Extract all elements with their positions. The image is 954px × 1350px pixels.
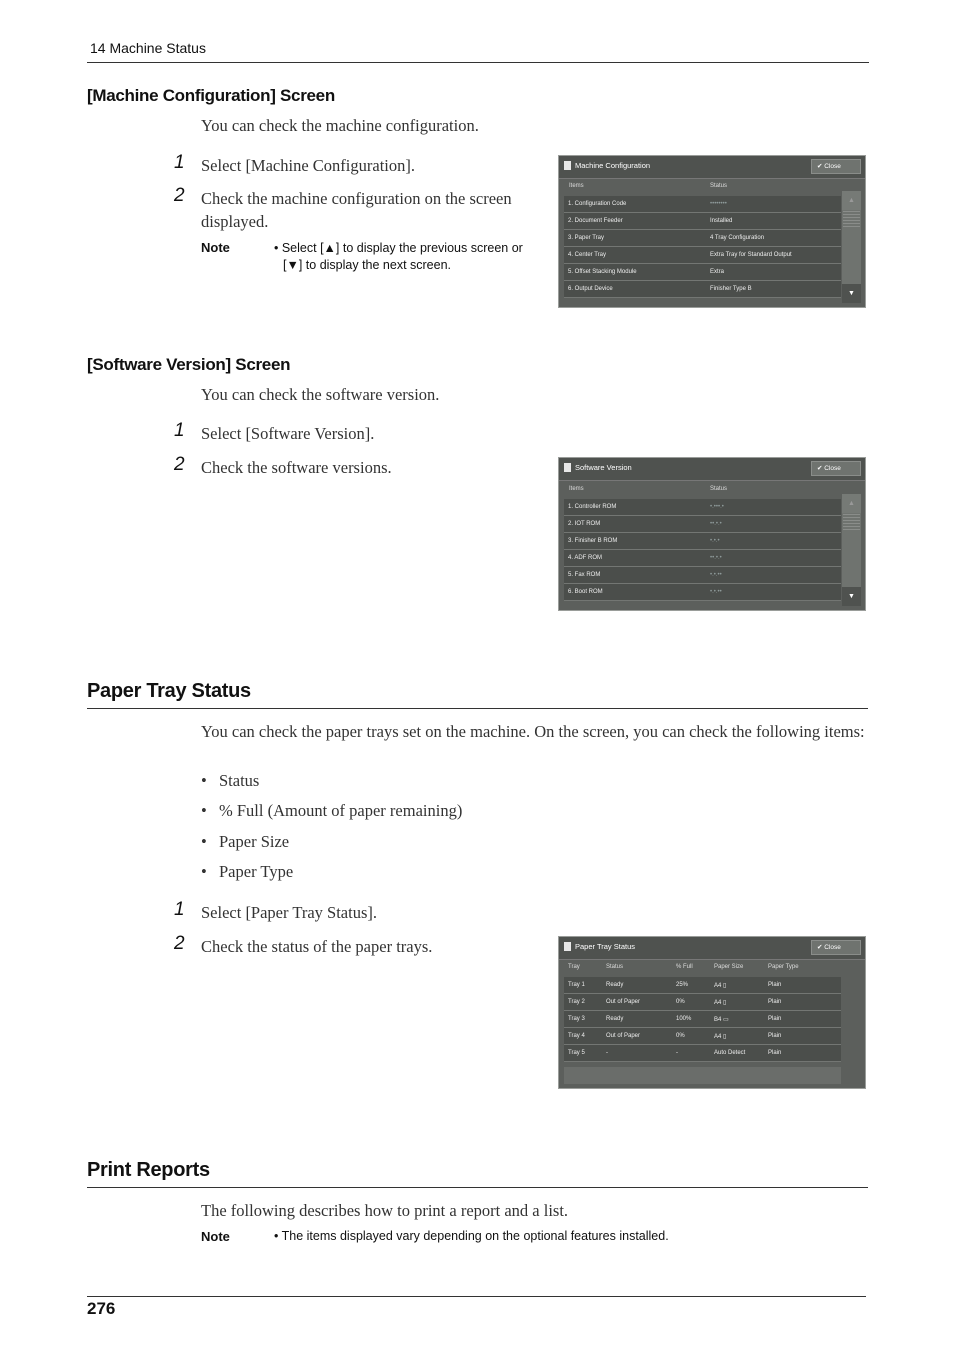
screen-title-bar (559, 156, 865, 179)
screen-title-bar (559, 937, 865, 960)
table-row[interactable]: 5. Fax ROM •.•.•• (564, 567, 841, 584)
bullet-item: • Status (201, 771, 260, 790)
table-row[interactable]: 4. Center Tray Extra Tray for Standard Output (564, 247, 841, 264)
scroll-up-icon[interactable]: ▲ (842, 494, 861, 513)
scrollbar[interactable] (842, 494, 861, 606)
note-label: Note (201, 240, 230, 255)
scroll-up-icon[interactable]: ▲ (842, 191, 861, 210)
step-text: Check the status of the paper trays. (201, 937, 433, 956)
print-reports-intro: The following describes how to print a report and a list. (201, 1201, 569, 1220)
step-number: 1 (174, 152, 185, 173)
column-header-status: Status (710, 183, 728, 189)
screen-title: Paper Tray Status (575, 942, 636, 951)
table-row[interactable]: Tray 5 - - Auto Detect Plain (564, 1045, 841, 1062)
footer-rule (87, 1296, 866, 1297)
info-icon (564, 463, 571, 472)
table-row[interactable]: 1. Controller ROM •.•••.• (564, 499, 841, 516)
close-label: Close (824, 465, 841, 472)
scroll-grip[interactable] (843, 513, 860, 530)
tray-list-icon (564, 942, 571, 951)
empty-row (564, 1067, 841, 1084)
software-rows (564, 499, 841, 601)
table-row[interactable]: Tray 3 Ready 100% B4 ▭ Plain (564, 1011, 841, 1028)
table-row[interactable]: 1. Configuration Code •••••••• (564, 196, 841, 213)
machine-config-heading: [Machine Configuration] Screen (87, 86, 335, 105)
step-text: Check the software versions. (201, 458, 392, 477)
column-header-paper-size: Paper Size (714, 964, 744, 970)
scrollbar[interactable] (842, 191, 861, 303)
close-label: Close (824, 944, 841, 951)
print-reports-heading: Print Reports (87, 1159, 210, 1181)
column-header-status: Status (606, 964, 624, 970)
paper-tray-status-screenshot (558, 936, 866, 1089)
step-number: 1 (174, 899, 185, 920)
table-row[interactable]: 3. Finisher B ROM •.•.• (564, 533, 841, 550)
close-button[interactable]: ✔ Close (811, 940, 861, 955)
table-row[interactable]: 2. IOT ROM ••.•.• (564, 516, 841, 533)
table-row[interactable]: 5. Offset Stacking Module Extra (564, 264, 841, 281)
note-text-line1: • Select [▲] to display the previous screen or (274, 241, 523, 255)
note-label: Note (201, 1229, 230, 1244)
software-version-screenshot (558, 457, 866, 611)
close-button[interactable]: ✔ Close (811, 461, 861, 476)
table-row[interactable]: Tray 4 Out of Paper 0% A4 ▯ Plain (564, 1028, 841, 1045)
tray-rows (564, 977, 841, 1062)
running-header: 14 Machine Status (90, 40, 206, 56)
close-button[interactable]: ✔ Close (811, 159, 861, 174)
config-rows (564, 196, 841, 298)
table-row[interactable]: 4. ADF ROM ••.•.• (564, 550, 841, 567)
header-rule (87, 62, 869, 63)
table-row[interactable]: 2. Document Feeder Installed (564, 213, 841, 230)
screen-title-bar (559, 458, 865, 481)
column-header-paper-type: Paper Type (768, 964, 799, 970)
column-header-status: Status (710, 486, 728, 492)
column-header-items: Items (569, 183, 584, 189)
paper-tray-heading: Paper Tray Status (87, 680, 251, 702)
section-rule (87, 708, 868, 709)
paper-tray-intro: You can check the paper trays set on the machine. On the screen, you can check the following items: (201, 722, 865, 741)
table-row[interactable]: 3. Paper Tray 4 Tray Configuration (564, 230, 841, 247)
screen-title: Software Version (575, 463, 632, 472)
software-version-heading: [Software Version] Screen (87, 355, 291, 374)
screen-title: Machine Configuration (575, 161, 651, 170)
column-header-tray: Tray (568, 964, 580, 970)
document-icon (564, 161, 571, 170)
step-text: Check the machine configuration on the screen displayed. (201, 189, 512, 231)
step-number: 1 (174, 420, 185, 441)
step-number: 2 (174, 454, 185, 475)
step-number: 2 (174, 933, 185, 954)
bullet-item: • Paper Size (201, 832, 290, 851)
note-text: • The items displayed vary depending on the optional features installed. (274, 1229, 669, 1243)
column-header-full: % Full (676, 964, 693, 970)
step-number: 2 (174, 185, 185, 206)
scroll-down-icon[interactable]: ▼ (842, 587, 861, 606)
software-version-intro: You can check the software version. (201, 385, 440, 404)
table-row[interactable]: Tray 1 Ready 25% A4 ▯ Plain (564, 977, 841, 994)
note-text-line2: [▼] to display the next screen. (283, 258, 452, 272)
machine-config-intro: You can check the machine configuration. (201, 116, 479, 135)
close-label: Close (824, 163, 841, 170)
bullet-item: • % Full (Amount of paper remaining) (201, 801, 463, 820)
step-text: Select [Software Version]. (201, 424, 375, 443)
table-row[interactable]: 6. Boot ROM •.•.•• (564, 584, 841, 601)
section-rule (87, 1187, 868, 1188)
step-text: Select [Paper Tray Status]. (201, 903, 377, 922)
page-number: 276 (87, 1299, 116, 1318)
column-header-items: Items (569, 486, 584, 492)
table-row[interactable]: 6. Output Device Finisher Type B (564, 281, 841, 298)
table-row[interactable]: Tray 2 Out of Paper 0% A4 ▯ Plain (564, 994, 841, 1011)
machine-configuration-screenshot (558, 155, 866, 308)
scroll-down-icon[interactable]: ▼ (842, 284, 861, 303)
step-text: Select [Machine Configuration]. (201, 156, 415, 175)
scroll-grip[interactable] (843, 210, 860, 227)
bullet-item: • Paper Type (201, 862, 294, 881)
